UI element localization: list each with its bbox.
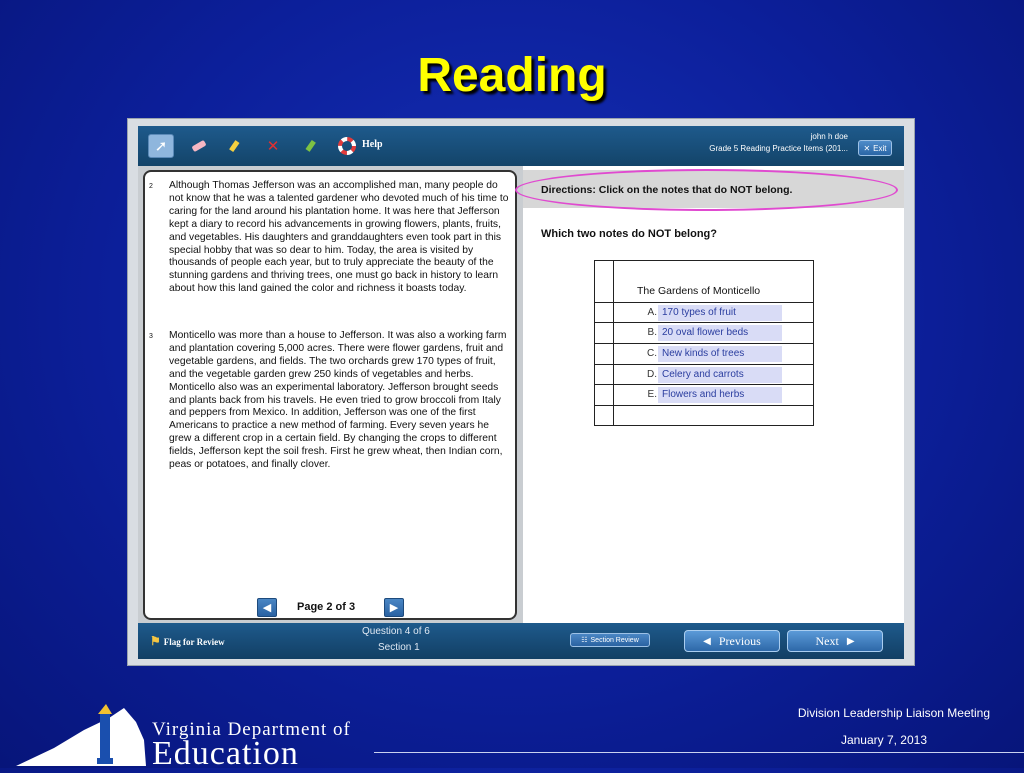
note-text[interactable]: Flowers and herbs (658, 387, 782, 403)
course-title: Grade 5 Reading Practice Items (201... (709, 144, 848, 153)
vdoe-logo (14, 700, 164, 768)
note-letter: D. (647, 369, 657, 380)
virginia-torch-logo-icon (14, 700, 164, 768)
slide-title: Reading (417, 49, 607, 102)
help-label[interactable]: Help (362, 139, 383, 150)
note-option-a[interactable] (595, 302, 813, 323)
flag-icon: ⚑ (150, 634, 161, 648)
next-label: Next (815, 633, 839, 648)
note-text[interactable]: 20 oval flower beds (658, 325, 782, 341)
user-name: john h doe (810, 132, 848, 141)
logo-line-2: Education (152, 735, 299, 772)
logo-line-1: Virginia Department of (152, 719, 351, 740)
previous-label: Previous (718, 633, 761, 648)
arrow-left-icon: ◀ (262, 602, 272, 614)
flag-for-review-button[interactable] (150, 634, 225, 649)
main-content (138, 166, 904, 623)
note-letter: A. (647, 307, 657, 318)
note-option-d[interactable] (595, 364, 813, 385)
paragraph-number: 3 (149, 333, 153, 340)
marker-tool-button[interactable] (298, 134, 324, 158)
passage-panel[interactable] (143, 170, 517, 620)
paragraph-text: Although Thomas Jefferson was an accomplished man, many people do not know that he was a talented gardener who devoted much of his time to caring for the land around his plantation home. It was here that Jefferson kept a diary to record his advancements in growing flowers, plants, fruits, and vegetables. His daughters and granddaughters even took part in this special hobby that was so dear to him. Today, the area is visited by thousands of people each year, but to truly appreciate the beauty of the stunning gardens and thriving trees, one must go back in history to learn about how this land gained the color and richness it boasts today. (169, 180, 509, 295)
note-text[interactable]: 170 types of fruit (658, 305, 782, 321)
notes-table (594, 260, 814, 426)
strikeout-tool-button[interactable] (260, 134, 286, 158)
x-icon: ✕ (266, 137, 280, 155)
question-panel (523, 166, 904, 623)
note-letter: B. (647, 327, 657, 338)
page-indicator: Page 2 of 3 (297, 601, 356, 613)
previous-page-button[interactable] (257, 598, 277, 617)
note-empty-row (595, 405, 813, 426)
pointer-icon: ➚ (154, 137, 168, 155)
grid-icon: ☷ (581, 637, 588, 644)
directions-text: Directions: Click on the notes that do NOT belong. (541, 184, 793, 196)
note-option-b[interactable] (595, 322, 813, 343)
exit-button[interactable] (858, 140, 892, 156)
paragraph-text: Monticello was more than a house to Jefferson. It was also a working farm and plantation covering 5,000 acres. There were flower gardens, fruit and vegetable gardens, and fields. The two orchards grew 170 types of fruit, and the vegetable garden grew 250 kinds of vegetables and herbs. Monticello also was an experimental laboratory. Jefferson brought seeds and plants back from his travels. He even tried to grow broccoli from Italy and peppers from Mexico. In addition, Jefferson was one of the first Americans to practice a new method of farming. Every seven years he grew a different crop in a certain field. By changing the crops to different fields, Jefferson kept the soil fresh. First he grew wheat, then Indian corn, peas or potatoes, and finally clover. (169, 330, 507, 471)
footer-date: January 7, 2013 (840, 733, 927, 747)
note-option-c[interactable] (595, 343, 813, 364)
flag-label: Flag for Review (163, 637, 225, 647)
next-button[interactable] (787, 630, 883, 652)
arrow-left-icon: ◀ (703, 635, 711, 647)
note-text[interactable]: Celery and carrots (658, 367, 782, 383)
close-icon: ✕ (863, 143, 871, 153)
eraser-tool-button[interactable] (186, 134, 212, 158)
page-navigation (257, 598, 407, 618)
next-page-button[interactable] (384, 598, 404, 617)
arrow-right-icon: ▶ (389, 602, 399, 614)
lifebuoy-icon (338, 137, 356, 155)
test-app-window (138, 126, 904, 659)
highlighter-tool-button[interactable] (223, 134, 249, 158)
footer-divider (374, 752, 1024, 753)
help-tool-button[interactable] (334, 134, 360, 158)
note-option-e[interactable] (595, 384, 813, 405)
top-toolbar (138, 126, 904, 166)
notes-table-title: The Gardens of Monticello (637, 285, 761, 297)
question-counter: Question 4 of 6 (362, 626, 430, 637)
question-prompt: Which two notes do NOT belong? (541, 228, 717, 240)
marker-icon (303, 139, 319, 153)
pointer-tool-button[interactable] (148, 134, 174, 158)
directions-highlight-oval (515, 169, 898, 211)
paragraph-number: 2 (149, 183, 153, 190)
note-text[interactable]: New kinds of trees (658, 346, 782, 362)
previous-button[interactable] (684, 630, 780, 652)
section-review-button[interactable] (570, 633, 650, 647)
passage-paragraph (149, 330, 511, 472)
exit-label: Exit (873, 143, 887, 153)
test-app-screenshot (127, 118, 915, 666)
highlighter-icon (228, 139, 244, 153)
passage-paragraph (149, 180, 511, 296)
note-letter: C. (647, 348, 657, 359)
bottom-toolbar (138, 623, 904, 659)
note-letter: E. (647, 389, 657, 400)
section-review-label: Section Review (590, 636, 639, 644)
footer-meeting: Division Leadership Liaison Meeting (797, 706, 990, 720)
eraser-icon (191, 140, 207, 152)
section-label: Section 1 (378, 642, 420, 653)
arrow-right-icon: ▶ (846, 635, 855, 647)
